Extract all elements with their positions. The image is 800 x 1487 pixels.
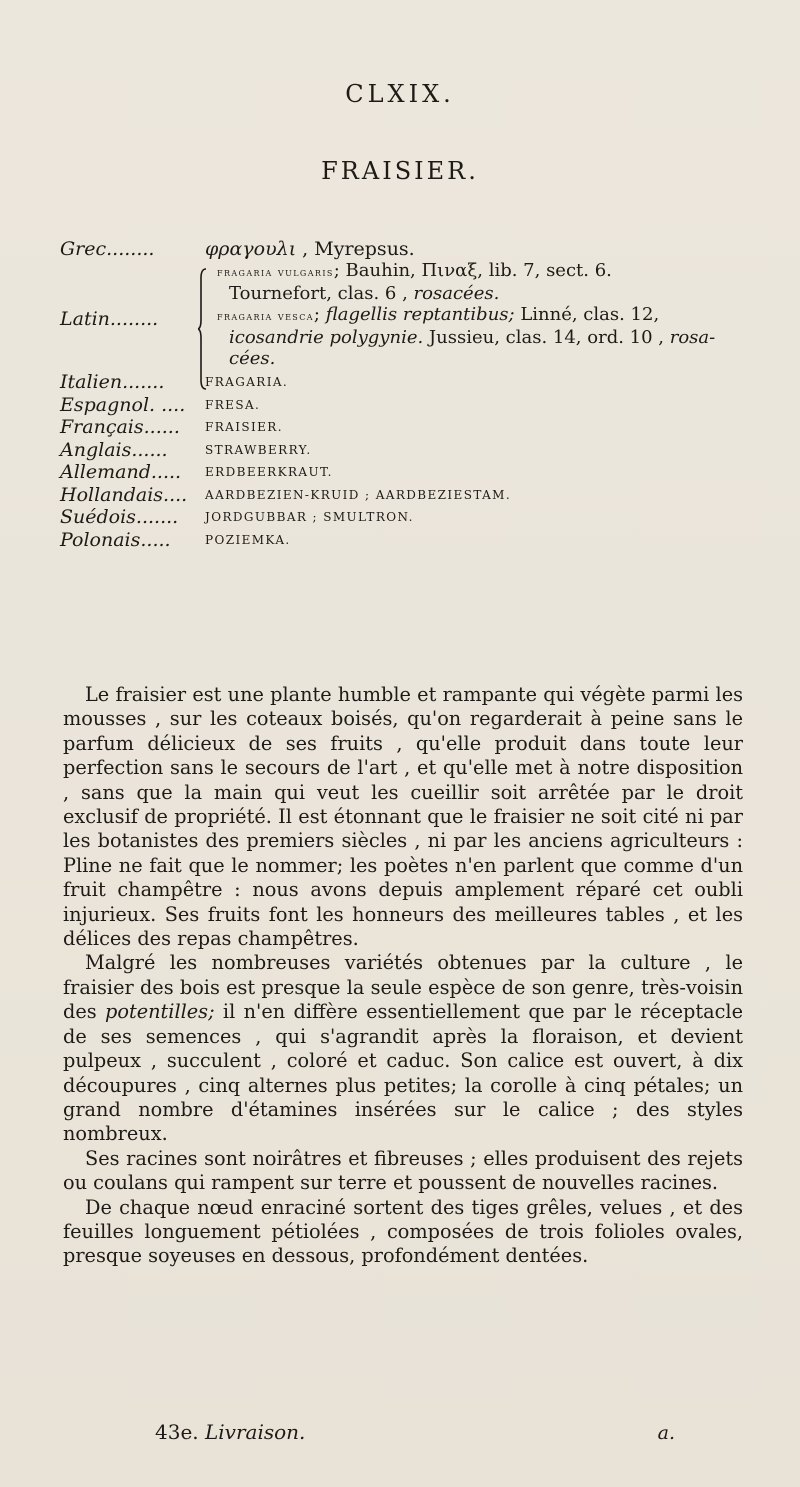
name-row-italien (60, 371, 780, 394)
language-label: Suédois....... (60, 506, 179, 528)
name-value: JORDGUBBAR ; SMULTRON. (205, 510, 414, 524)
language-label: Français...... (60, 416, 180, 438)
name-value: ERDBEERKRAUT. (205, 465, 333, 479)
language-label: Hollandais.... (60, 483, 188, 506)
name-row-latin (60, 260, 780, 369)
greek-word: φραγουλι (205, 238, 297, 260)
livraison-mark: 43e. Livraison. (155, 1420, 306, 1444)
paragraph-2: Malgré les nombreuses variétés obtenues par la culture , le fraisier des bois est presque la seule espèce de son genre, très-voisin des potentilles; il n'en diffère essentiellement que par le réceptacle de ses semences , qui s'agrandit après la floraison, et devient pulpeux , succulent , coloré et caduc. Son calice est ouvert, à dix découpures , cinq alternes plus petites; la corolle à cinq pétales; un grand nombre d'étamines insérées sur le calice ; des styles nombreux. (63, 951, 744, 1146)
page-title: FRAISIER. (321, 157, 479, 185)
language-label: Espagnol. .... (60, 393, 186, 416)
name-value-greek (205, 238, 415, 260)
latin-entry-2-end: cées. (229, 348, 276, 369)
name-value: FRESA. (205, 397, 261, 412)
paragraph-4: De chaque nœud enraciné sortent des tiges grêles, velues , et des feuilles longuement pétiolées , composées de trois folioles ovales, presque soyeuses en dessous, profondément dentées. (63, 1195, 743, 1268)
language-label: Polonais..... (60, 528, 171, 551)
latin-entry-2: fragaria vesca; flagellis reptantibus; Linné, clas. 12, (217, 304, 660, 325)
curly-brace-icon (198, 268, 207, 390)
greek-source: , Myrepsus. (296, 238, 415, 260)
paragraph-3: Ses racines sont noirâtres et fibreuses ; elles produisent des rejets ou coulans qui rampent sur terre et poussent de nouvelles racines. (63, 1146, 743, 1195)
vernacular-names-table (60, 238, 780, 551)
name-value: POZIEMKA. (205, 532, 291, 547)
name-value: FRAISIER. (205, 420, 283, 434)
body-text (63, 683, 743, 1269)
page-footer (155, 1420, 675, 1444)
language-label-latin: Latin........ (60, 308, 159, 330)
latin-entry-1: fragaria vulgaris; Bauhin, Πιναξ, lib. 7, sect. 6. (217, 260, 612, 281)
language-label: Allemand..... (60, 461, 182, 483)
language-label-greek: Grec........ (60, 238, 155, 260)
name-row-greek (60, 238, 780, 260)
name-row-hollandais (60, 484, 780, 507)
name-row-polonais (60, 529, 780, 552)
name-row-allemand (60, 461, 780, 484)
signature-mark: a. (657, 1422, 675, 1444)
name-value: STRAWBERRY. (205, 442, 312, 457)
latin-entry-2-cont: icosandrie polygynie. Jussieu, clas. 14, ord. 10 , rosa- (229, 327, 716, 348)
name-value: AARDBEZIEN-KRUID ; AARDBEZIESTAM. (205, 487, 512, 502)
name-row-francais (60, 416, 780, 439)
paragraph-1: Le fraisier est une plante humble et rampante qui végète parmi les mousses , sur les coteaux boisés, qu'on regarderait à peine sans le parfum délicieux de ses fruits , qu'elle produit dans toute leur perfection sans le secours de l'art , et qu'elle met à notre disposition , sans que la main qui veut les cueillir soit arrêtée par le droit exclusif de propriété. Il est étonnant que le fraisier ne soit cité ni par les botanistes des premiers siècles , ni par les anciens agriculteurs : Pline ne fait que le nommer; les poètes n'en parlent que comme d'un fruit champêtre : nous avons depuis amplement réparé cet oubli injurieux. Ses fruits font les honneurs des meilleures tables , et les délices des repas champêtres. (63, 683, 743, 951)
name-row-espagnol (60, 394, 780, 417)
plate-number: CLXIX. (345, 80, 455, 108)
name-row-suedois (60, 506, 780, 529)
name-value: FRAGARIA. (205, 375, 289, 389)
name-rows (60, 371, 780, 551)
language-label: Anglais...... (60, 438, 168, 461)
name-row-anglais (60, 439, 780, 462)
latin-entry-1-cont: Tournefort, clas. 6 , rosacées. (229, 283, 500, 304)
latin-entries (205, 260, 777, 369)
language-label: Italien....... (60, 371, 165, 393)
